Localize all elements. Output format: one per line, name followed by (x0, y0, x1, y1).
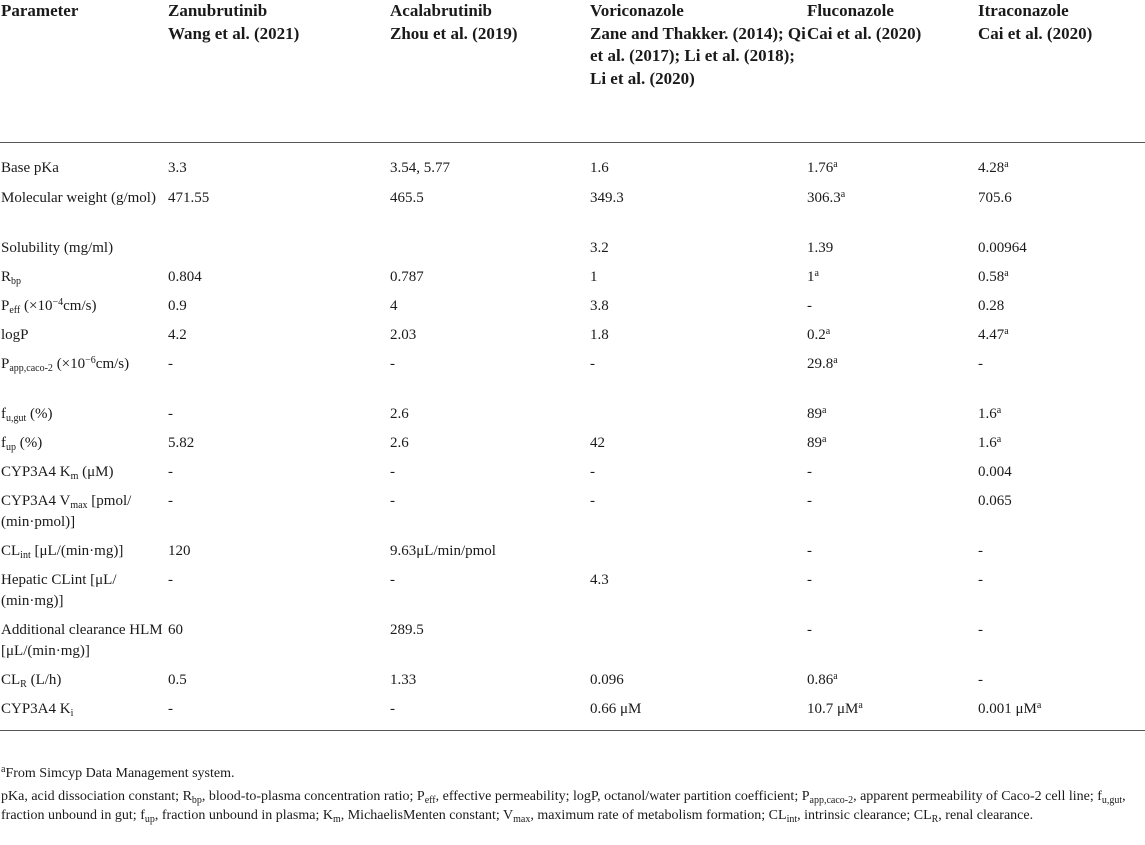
value-cell-zanubrutinib: 0.5 (168, 672, 187, 688)
value-cell-voriconazole: 1 (590, 269, 598, 285)
value-cell-itraconazole: 4.28$^a$ (978, 159, 1009, 176)
superscript-note-marker: a (1, 764, 6, 775)
value-cell-itraconazole: 0.004 (978, 464, 1012, 480)
column-header-drug: Itraconazole (978, 1, 1069, 20)
footnote-source: $^a$From Simcyp Data Management system. (1, 764, 235, 781)
superscript-note-marker: −6 (85, 355, 96, 366)
value-cell-acalabrutinib: 1.33 (390, 672, 417, 688)
value-cell-zanubrutinib: 3.3 (168, 160, 187, 176)
superscript-note-marker: a (1004, 326, 1009, 337)
table-row (0, 491, 1145, 541)
value-cell-zanubrutinib: 60 (168, 622, 183, 638)
parameter-name-cell: CYP3A4 $K_i$ (0, 699, 167, 730)
column-header-reference: Zhou et al. (2019) (390, 23, 518, 43)
parameter-name-cell: CYP3A4 $K_m$ (μM) (1, 464, 114, 482)
value-cell-acalabrutinib: - (390, 464, 395, 480)
superscript-note-marker: a (833, 355, 838, 366)
value-cell-itraconazole: 0.065 (978, 493, 1012, 509)
superscript-note-marker: a (996, 405, 1002, 416)
value-cell-itraconazole: - (978, 543, 983, 559)
value-cell-fluconazole: 89$^a$ (807, 434, 827, 451)
parameter-name-cell: Additional clearance HLM [μL/(min·mg)] (1, 622, 163, 659)
value-cell-fluconazole: - (807, 464, 812, 480)
superscript-note-marker: a (1036, 700, 1042, 711)
value-cell-zanubrutinib: 4.2 (168, 327, 187, 343)
value-cell-zanubrutinib: - (168, 356, 173, 372)
table-header (0, 0, 1145, 142)
footnote-abbreviations: pKa, acid dissociation constant; $R_{bp}$, blood-to-plasma concentration ratio; $P_{eff}$, effective permeability; logP, octanol/water partition coefficient; $P_{app,caco-2}$, apparent permeability of Caco-2 cell line; $f_{u,gut}$, fraction unbound in gut; $f_{up}$, fraction unbound in plasma; $K_m$, MichaelisMenten constant; $V_{max}$, maximum rate of metabolism formation; $CL_{int}$, intrinsic clearance; $CL_R$, renal clearance. (1, 789, 1126, 825)
superscript-note-marker: a (833, 159, 838, 170)
superscript-note-marker: a (822, 434, 827, 445)
value-cell-voriconazole (589, 404, 806, 433)
column-header-drug: Voriconazole (590, 1, 684, 20)
superscript-note-marker: −4 (52, 297, 64, 308)
value-cell-zanubrutinib: - (168, 572, 173, 588)
value-cell-voriconazole: - (590, 356, 595, 372)
value-cell-acalabrutinib: 9.63μL/min/pmol (390, 543, 496, 559)
superscript-note-marker: a (1004, 268, 1009, 279)
value-cell-fluconazole: 89$^a$ (807, 405, 827, 422)
table-row (0, 670, 1145, 699)
parameter-name-cell: $CL_{int}$ [μL/(min·mg)] (1, 543, 124, 561)
column-header-reference: Cai et al. (2020) (807, 23, 922, 43)
table-row (0, 188, 1145, 238)
table-row (0, 354, 1145, 404)
parameter-name-cell: Solubility (mg/ml) (1, 240, 114, 256)
subscript: eff (424, 795, 436, 806)
subscript: u,gut (6, 413, 27, 424)
value-cell-fluconazole: 306.3$^a$ (807, 189, 846, 206)
superscript-note-marker: a (825, 326, 831, 337)
value-cell-zanubrutinib: 471.55 (168, 190, 210, 206)
value-cell-fluconazole: - (807, 572, 812, 588)
value-cell-voriconazole: 1.8 (590, 327, 609, 343)
value-cell-voriconazole: 349.3 (590, 190, 624, 206)
parameter-name-cell: Molecular weight (g/mol) (1, 190, 156, 206)
value-cell-voriconazole: 0.096 (590, 672, 624, 688)
value-cell-voriconazole (589, 541, 806, 570)
value-cell-fluconazole: - (807, 298, 812, 314)
value-cell-fluconazole: 1.76$^a$ (807, 159, 838, 176)
value-cell-acalabrutinib: - (389, 699, 589, 730)
parameter-name-cell: CYP3A4 $V_{max}$ [pmol/ (min·pmol)] (1, 493, 132, 530)
value-cell-itraconazole: 0.00964 (978, 240, 1027, 256)
value-cell-zanubrutinib: - (167, 699, 389, 730)
subscript: i (70, 708, 74, 719)
value-cell-acalabrutinib: - (390, 493, 395, 509)
value-cell-fluconazole: 10.7 $\mu M^a$ (806, 699, 977, 730)
value-cell-acalabrutinib: - (390, 356, 395, 372)
table-row (0, 267, 1145, 296)
parameter-name-cell: $f_{up}$ (%) (1, 435, 43, 453)
parameter-name-cell: Hepatic CLint [μL/ (min·mg)] (1, 572, 117, 609)
table-row (0, 404, 1145, 433)
subscript: app,caco-2 (9, 363, 53, 374)
column-header-drug: Acalabrutinib (390, 1, 493, 20)
header-row (0, 0, 1145, 142)
value-cell-acalabrutinib: 289.5 (390, 622, 424, 638)
column-header-itraconazole (977, 0, 1145, 142)
value-cell-voriconazole (589, 620, 806, 670)
parameter-name-cell: $CL_R$ (L/h) (1, 672, 62, 690)
subscript: m (70, 471, 79, 482)
value-cell-acalabrutinib: 2.6 (390, 406, 409, 422)
value-cell-itraconazole: - (978, 356, 983, 372)
value-cell-acalabrutinib: 3.54, 5.77 (390, 160, 450, 176)
value-cell-itraconazole: - (978, 672, 983, 688)
value-cell-itraconazole: - (978, 622, 983, 638)
value-cell-fluconazole: 0.86$^a$ (807, 671, 838, 688)
table-row (0, 699, 1145, 730)
value-cell-itraconazole: 0.28 (978, 298, 1005, 314)
value-cell-zanubrutinib: 120 (168, 543, 191, 559)
subscript: bp (191, 795, 202, 806)
subscript: m (332, 814, 341, 825)
value-cell-voriconazole: 0.66 μM (589, 699, 806, 730)
column-header-drug: Parameter (1, 1, 79, 20)
table-row (0, 620, 1145, 670)
value-cell-itraconazole: 0.58$^a$ (978, 268, 1009, 285)
value-cell-zanubrutinib (167, 238, 389, 267)
table-row (0, 296, 1145, 325)
column-header-reference: Cai et al. (2020) (978, 23, 1093, 43)
value-cell-zanubrutinib: 5.82 (168, 435, 195, 451)
subscript: app,caco-2 (809, 795, 854, 806)
value-cell-itraconazole: 705.6 (978, 190, 1012, 206)
value-cell-acalabrutinib (389, 238, 589, 267)
subscript: eff (9, 305, 21, 316)
table-row (0, 325, 1145, 354)
value-cell-acalabrutinib: 465.5 (390, 190, 424, 206)
value-cell-voriconazole: 3.8 (590, 298, 609, 314)
subscript: up (6, 442, 16, 453)
value-cell-fluconazole: 1$^a$ (807, 268, 819, 285)
superscript-note-marker: a (858, 700, 863, 711)
column-header-zanubrutinib (167, 0, 389, 142)
value-cell-voriconazole: - (590, 464, 595, 480)
value-cell-acalabrutinib: 2.6 (390, 435, 409, 451)
value-cell-acalabrutinib: 2.03 (390, 327, 417, 343)
value-cell-itraconazole: 1.6$^a$ (978, 434, 1002, 451)
value-cell-fluconazole: 29.8$^a$ (807, 355, 838, 372)
subscript: R (20, 679, 27, 690)
subscript: int (786, 814, 798, 825)
value-cell-itraconazole: 0.001 $\mu M^a$ (977, 699, 1145, 730)
value-cell-fluconazole: - (807, 493, 812, 509)
table-row (0, 541, 1145, 570)
value-cell-zanubrutinib: - (168, 493, 173, 509)
superscript-note-marker: a (833, 671, 838, 682)
value-cell-voriconazole: - (590, 493, 595, 509)
value-cell-itraconazole: 4.47$^a$ (978, 326, 1009, 343)
value-cell-fluconazole: 0.2$^a$ (807, 326, 831, 343)
parameter-name-cell: $f_{u,gut}$ (%) (1, 406, 53, 424)
value-cell-acalabrutinib: - (390, 572, 395, 588)
value-cell-fluconazole: - (807, 543, 812, 559)
value-cell-fluconazole: 1.39 (807, 240, 834, 256)
parameter-name-cell: Base pKa (1, 160, 59, 176)
value-cell-zanubrutinib: - (168, 406, 173, 422)
column-header-reference: Wang et al. (2021) (168, 23, 300, 43)
subscript: u,gut (1101, 795, 1123, 806)
table-body (0, 142, 1145, 730)
parameter-name-cell: $P_{app,caco-2}$ $(\times 10^{-6}cm/s)$ (1, 355, 130, 374)
value-cell-acalabrutinib: 4 (390, 298, 398, 314)
table-spacer-row (0, 142, 1145, 158)
table-row (0, 238, 1145, 267)
subscript: int (20, 550, 31, 561)
value-cell-voriconazole: 3.2 (590, 240, 609, 256)
table-row (0, 462, 1145, 491)
value-cell-itraconazole: 1.6$^a$ (978, 405, 1002, 422)
value-cell-itraconazole: - (978, 572, 983, 588)
superscript-note-marker: a (814, 268, 819, 279)
value-cell-voriconazole: 42 (590, 435, 605, 451)
value-cell-acalabrutinib: 0.787 (390, 269, 424, 285)
subscript: max (70, 500, 88, 511)
subscript: bp (11, 276, 22, 287)
parameter-name-cell: $R_{bp}$ (1, 269, 22, 287)
column-header-drug: Zanubrutinib (168, 1, 268, 20)
parameter-name-cell: logP (1, 327, 29, 343)
parameter-name-cell: $P_{eff}$ $(\times 10^{-4}cm/s)$ (1, 297, 97, 316)
column-header-drug: Fluconazole (807, 1, 894, 20)
superscript-note-marker: a (1004, 159, 1009, 170)
column-header-parameter (0, 0, 167, 142)
table-footnotes (1, 764, 1143, 829)
table-row (0, 570, 1145, 620)
column-header-acalabrutinib (389, 0, 589, 142)
value-cell-zanubrutinib: 0.804 (168, 269, 202, 285)
value-cell-fluconazole: - (807, 622, 812, 638)
value-cell-voriconazole: 1.6 (590, 160, 609, 176)
superscript-note-marker: a (996, 434, 1002, 445)
column-header-fluconazole (806, 0, 977, 142)
superscript-note-marker: a (822, 405, 827, 416)
value-cell-voriconazole: 4.3 (590, 572, 609, 588)
subscript: up (144, 814, 155, 825)
table-row (0, 158, 1145, 188)
column-header-reference: Zane and Thakker. (2014); Qi et al. (2017); Li et al. (2018); Li et al. (2020) (590, 23, 806, 88)
column-header-voriconazole (589, 0, 806, 142)
superscript-note-marker: a (840, 189, 846, 200)
value-cell-zanubrutinib: - (168, 464, 173, 480)
subscript: max (513, 814, 531, 825)
subscript: R (931, 814, 939, 825)
value-cell-zanubrutinib: 0.9 (168, 298, 187, 314)
table-row (0, 433, 1145, 462)
